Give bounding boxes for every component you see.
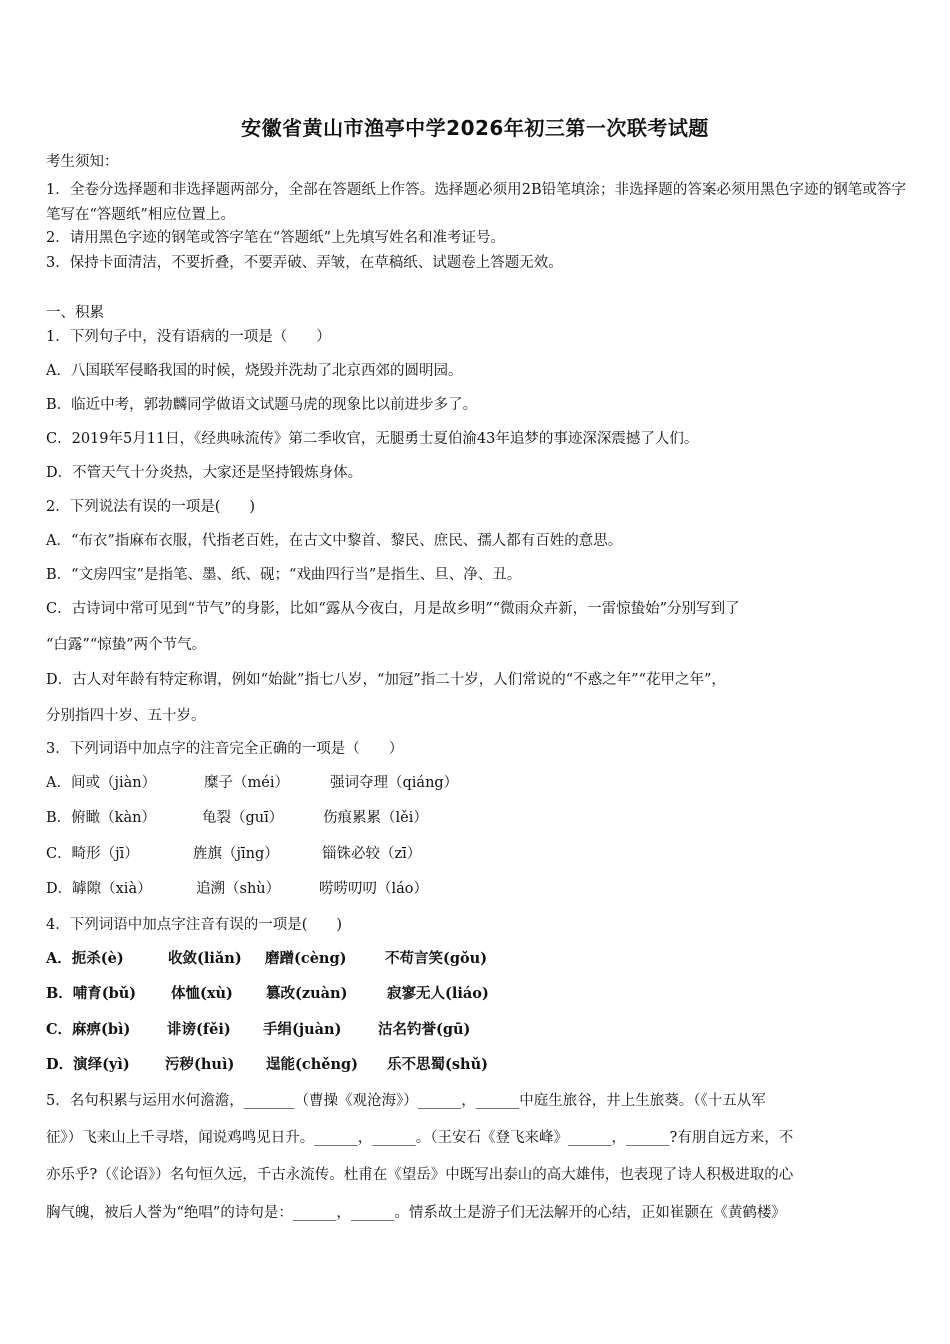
q3-b-word2: 龟裂（guī）: [202, 810, 284, 826]
q4-d-word3: 逞能(chěng): [266, 1056, 358, 1073]
q4-c-word2: 诽谤(fěi): [167, 1021, 231, 1038]
q4-a-word1: A．扼杀(è): [46, 950, 124, 967]
q4-option-d: [46, 1055, 488, 1075]
q3-d-word2: 追溯（shù）: [196, 881, 281, 897]
q1-option-c: C．2019年5月11日，《经典咏流传》第二季收官，无腿勇士夏伯渝43年追梦的事迹深深震撼了人们。: [46, 431, 699, 447]
q3-c-word1: C．畸形（jī）: [46, 846, 139, 862]
q2-option-c-line2: “白露”“惊蛰”两个节气。: [46, 637, 207, 653]
q3-c-word3: 锱铢必较（zī）: [322, 846, 422, 862]
q4-c-word3: 手绢(juàn): [263, 1021, 342, 1038]
q4-c-word1: C．麻痹(bì): [46, 1021, 131, 1038]
q4-b-word1: B．哺育(bǔ): [46, 985, 137, 1002]
q4-stem: 4．下列词语中加点字注音有误的一项是( ): [46, 917, 343, 933]
q2-option-b: B．“文房四宝”是指笔、墨、纸、砚；“戏曲四行当”是指生、旦、净、丑。: [46, 567, 522, 583]
q3-b-word1: B．俯瞰（kàn）: [46, 810, 156, 826]
q5-line-4: 胸气魄，被后人誉为“绝唱”的诗句是：______，______。情系故土是游子们无法解开的心结，正如崔颢在《黄鹤楼》: [46, 1205, 786, 1221]
q3-d-word1: D．罅隙（xià）: [46, 881, 152, 897]
notice-item-3: 3．保持卡面清洁，不要折叠，不要弄破、弄皱，在草稿纸、试题卷上答题无效。: [46, 255, 563, 271]
q4-b-word3: 篡改(zuàn): [266, 985, 348, 1002]
notice-item-1: 1．全卷分选择题和非选择题两部分，全部在答题纸上作答。选择题必须用2B铅笔填涂；非选择题的答案必须用黑色字迹的钢笔或答字笔写在“答题纸”相应位置上。: [46, 182, 906, 223]
q4-d-word2: 污秽(huì): [165, 1056, 235, 1073]
q4-option-c: [46, 1020, 470, 1040]
q4-a-word2: 收敛(liǎn): [168, 950, 242, 967]
q5-line-3: 亦乐乎?（《论语》）名句恒久远，千古永流传。杜甫在《望岳》中既写出泰山的高大雄伟，也表现了诗人积极进取的心: [46, 1167, 794, 1183]
q3-d-word3: 唠唠叨叨（láo）: [319, 881, 429, 897]
q3-option-c: [46, 844, 421, 864]
page-title: 安徽省黄山市渔亭中学2026年初三第一次联考试题: [241, 116, 709, 140]
q3-stem: 3．下列词语中加点字的注音完全正确的一项是（ ）: [46, 741, 404, 757]
q4-option-b: [46, 984, 489, 1004]
q3-option-a: [46, 773, 458, 793]
q4-a-word3: 磨蹭(cèng): [265, 950, 347, 967]
q2-option-a: A．“布衣”指麻布衣服，代指老百姓，在古文中黎首、黎民、庶民、孺人都有百姓的意思。: [46, 533, 623, 549]
q3-a-word3: 强词夺理（qiáng）: [330, 775, 459, 791]
q1-stem: 1．下列句子中，没有语病的一项是（ ）: [46, 329, 331, 345]
q4-b-word2: 体恤(xù): [171, 985, 233, 1002]
q3-option-d: [46, 879, 428, 899]
q3-option-b: [46, 808, 428, 828]
q2-option-c-line1: C．古诗词中常可见到“节气”的身影，比如“露从今夜白，月是故乡明”“微雨众卉新，一雷惊蛰始”分别写到了: [46, 601, 740, 617]
q4-option-a: [46, 949, 487, 969]
q3-b-word3: 伤痕累累（lěi）: [323, 810, 428, 826]
section-heading: 一、积累: [46, 305, 104, 321]
q5-line-2: 征》）飞来山上千寻塔，闻说鸡鸣见日升。______，______。（王安石《登飞来峰》______，______?有朋自远方来，不: [46, 1130, 794, 1146]
q5-line-1: 5．名句积累与运用水何澹澹，_______（曹操《观沧海》）______，______中庭生旅谷，井上生旅葵。（《十五从军: [46, 1093, 766, 1109]
q4-d-word1: D．演绎(yì): [46, 1056, 130, 1073]
q3-c-word2: 旌旗（jīng）: [193, 846, 279, 862]
notice-heading: 考生须知：: [46, 154, 119, 170]
q4-d-word4: 乐不思蜀(shǔ): [387, 1056, 488, 1073]
q1-option-d: D．不管天气十分炎热，大家还是坚持锻炼身体。: [46, 465, 363, 481]
q3-a-word1: A．间或（jiàn）: [46, 775, 157, 791]
q2-option-d-line2: 分别指四十岁、五十岁。: [46, 708, 206, 724]
notice-item-2: 2．请用黑色字迹的钢笔或答字笔在“答题纸”上先填写姓名和准考证号。: [46, 230, 506, 246]
q2-stem: 2．下列说法有误的一项是( ): [46, 499, 256, 515]
q1-option-a: A．八国联军侵略我国的时候，烧毁并洗劫了北京西郊的圆明园。: [46, 363, 463, 379]
q1-option-b: B．临近中考，郭勃麟同学做语文试题马虎的现象比以前进步多了。: [46, 397, 478, 413]
q4-a-word4: 不苟言笑(gǒu): [385, 950, 488, 967]
q3-a-word2: 糜子（méi）: [204, 775, 289, 791]
q4-c-word4: 沽名钓誉(gū): [378, 1021, 471, 1038]
q2-option-d-line1: D．古人对年龄有特定称谓，例如“始龀”指七八岁，“加冠”指二十岁，人们常说的“不惑之年”“花甲之年”，: [46, 672, 726, 688]
q4-b-word4: 寂寥无人(liáo): [387, 985, 489, 1002]
